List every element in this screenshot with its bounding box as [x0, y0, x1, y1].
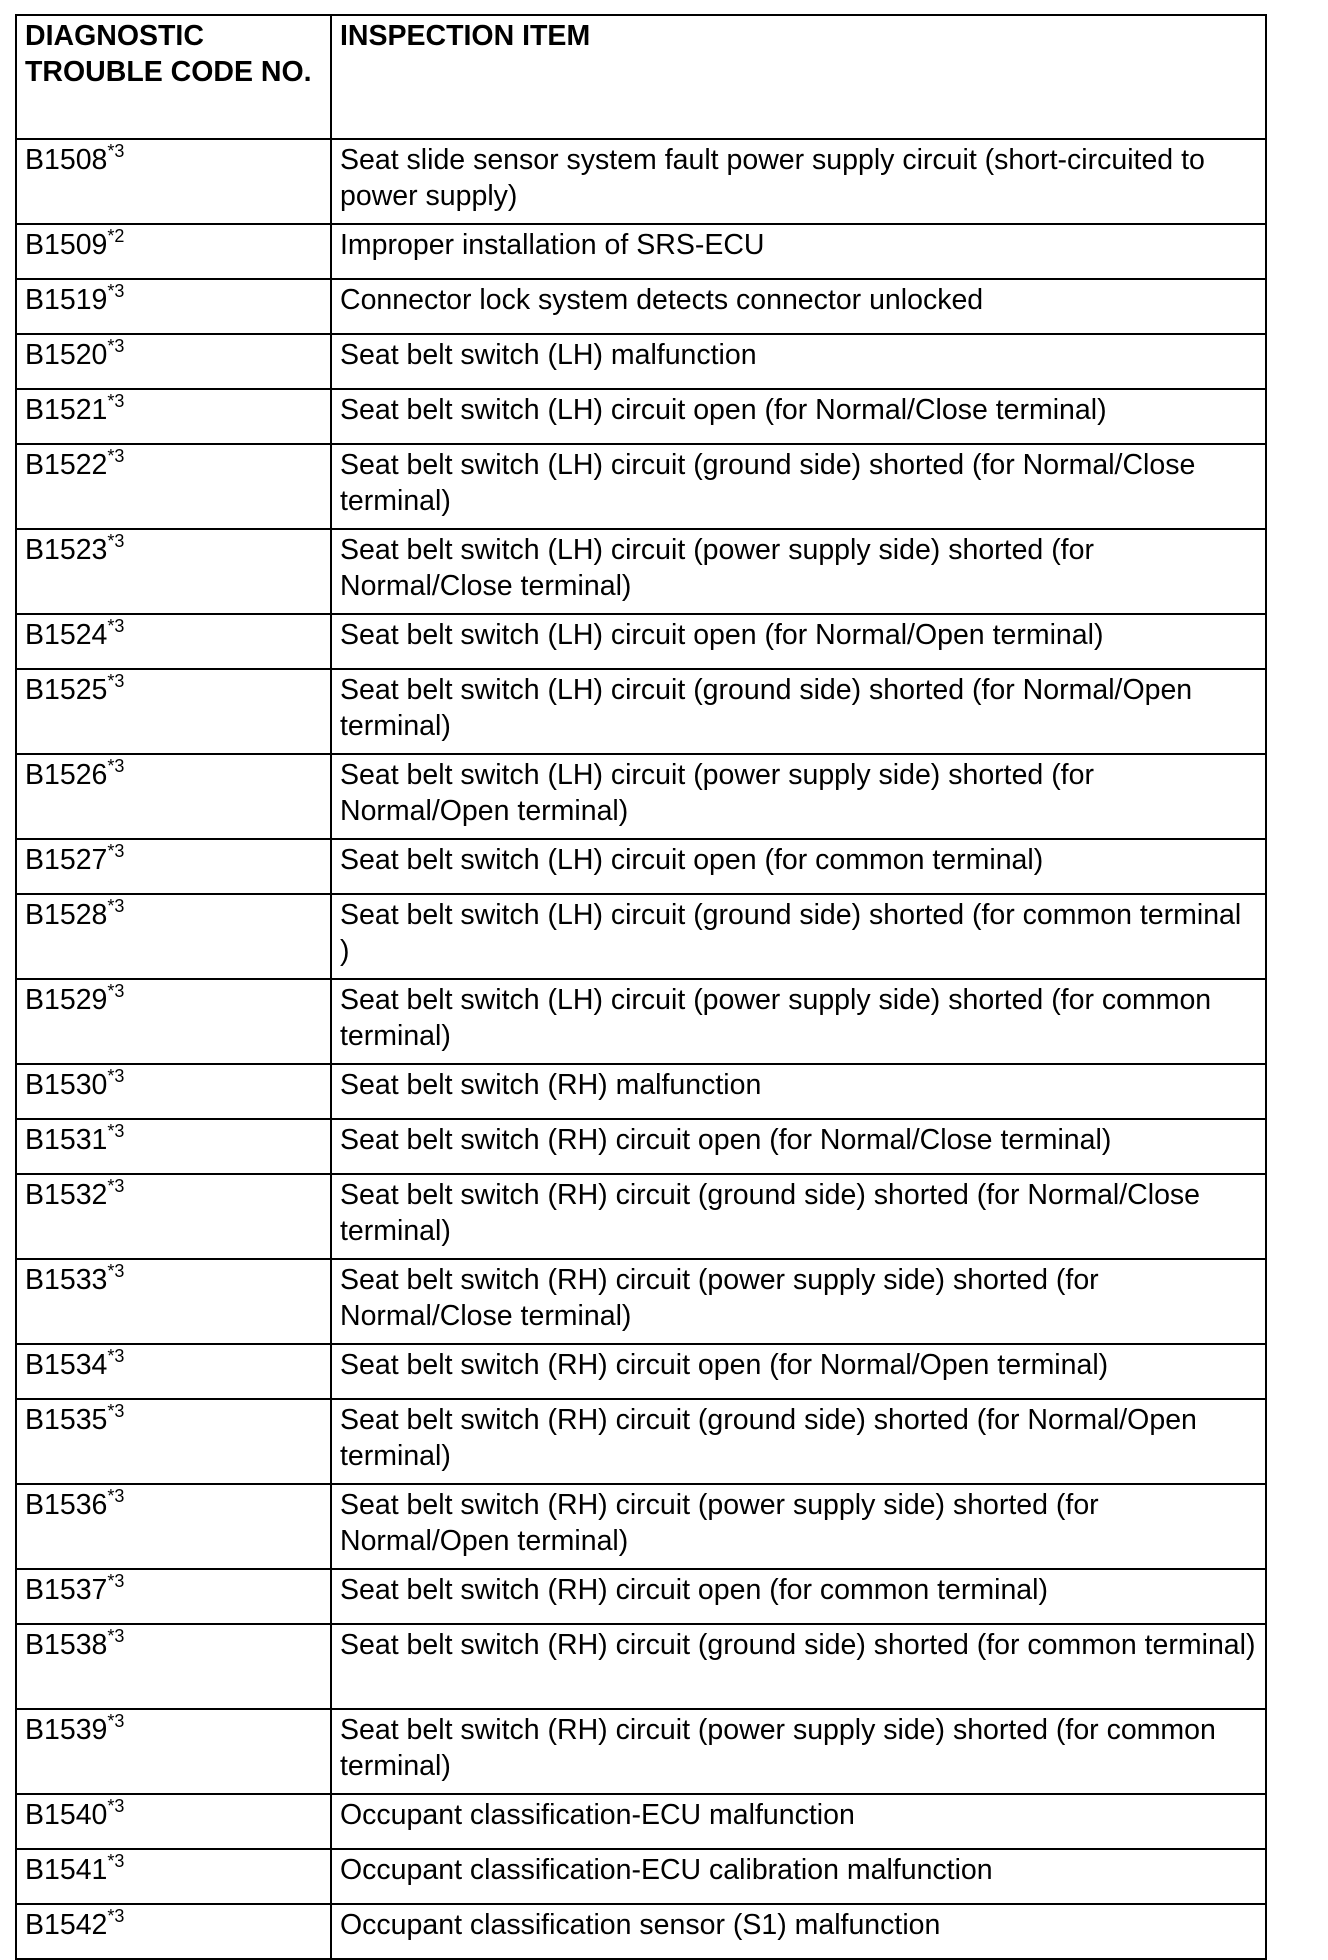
dtc-code: B1525	[25, 674, 108, 706]
dtc-code-cell	[16, 669, 331, 754]
inspection-item-cell: Connector lock system detects connector unlocked	[331, 279, 1266, 334]
inspection-item-cell: Seat belt switch (LH) circuit (power supply side) shorted (for Normal/Open terminal)	[331, 754, 1266, 839]
table-row	[16, 444, 1266, 529]
footnote-mark: *3	[107, 1905, 125, 1926]
footnote-mark: *3	[107, 1400, 125, 1421]
footnote-mark: *3	[107, 1485, 125, 1506]
table-body	[16, 139, 1266, 1959]
table-row	[16, 839, 1266, 894]
table-row	[16, 1399, 1266, 1484]
dtc-code-cell	[16, 224, 331, 279]
footnote-mark: *3	[107, 1260, 125, 1281]
dtc-code-cell	[16, 139, 331, 224]
inspection-item-cell: Seat belt switch (RH) circuit (ground side) shorted (for Normal/Open terminal)	[331, 1399, 1266, 1484]
dtc-code-cell	[16, 1484, 331, 1569]
dtc-code: B1509	[25, 229, 108, 261]
table-row	[16, 894, 1266, 979]
table-row	[16, 224, 1266, 279]
inspection-item-cell: Seat belt switch (RH) malfunction	[331, 1064, 1266, 1119]
inspection-item-cell: Seat belt switch (RH) circuit open (for common terminal)	[331, 1569, 1266, 1624]
dtc-code-cell	[16, 754, 331, 839]
dtc-code: B1531	[25, 1124, 108, 1156]
inspection-item-cell: Seat belt switch (LH) circuit (power supply side) shorted (for common terminal)	[331, 979, 1266, 1064]
dtc-code-cell	[16, 839, 331, 894]
footnote-mark: *3	[107, 840, 125, 861]
dtc-code: B1522	[25, 449, 108, 481]
dtc-code: B1536	[25, 1489, 108, 1521]
inspection-item-cell: Seat belt switch (RH) circuit (power supply side) shorted (for Normal/Open terminal)	[331, 1484, 1266, 1569]
dtc-code-cell	[16, 1174, 331, 1259]
table-row	[16, 1794, 1266, 1849]
inspection-item-cell: Seat belt switch (RH) circuit open (for Normal/Close terminal)	[331, 1119, 1266, 1174]
table-row	[16, 1904, 1266, 1959]
dtc-code: B1530	[25, 1069, 108, 1101]
footnote-mark: *2	[107, 225, 125, 246]
footnote-mark: *3	[107, 1710, 125, 1731]
table-row	[16, 389, 1266, 444]
table-row	[16, 1119, 1266, 1174]
dtc-code: B1542	[25, 1909, 108, 1941]
inspection-item-cell: Seat belt switch (LH) malfunction	[331, 334, 1266, 389]
dtc-code: B1526	[25, 759, 108, 791]
inspection-item-cell: Occupant classification-ECU calibration malfunction	[331, 1849, 1266, 1904]
table-row	[16, 279, 1266, 334]
table-row	[16, 529, 1266, 614]
inspection-item-cell: Seat belt switch (LH) circuit open (for common terminal)	[331, 839, 1266, 894]
header-dtc-no: DIAGNOSTIC TROUBLE CODE NO.	[16, 15, 331, 139]
table-row	[16, 1849, 1266, 1904]
table-row	[16, 139, 1266, 224]
table-row	[16, 334, 1266, 389]
dtc-code-cell	[16, 1344, 331, 1399]
inspection-item-cell: Occupant classification-ECU malfunction	[331, 1794, 1266, 1849]
inspection-item-cell: Occupant classification sensor (S1) malfunction	[331, 1904, 1266, 1959]
dtc-code: B1521	[25, 394, 108, 426]
inspection-item-cell: Seat belt switch (LH) circuit (ground side) shorted (for Normal/Open terminal)	[331, 669, 1266, 754]
dtc-code-cell	[16, 444, 331, 529]
footnote-mark: *3	[107, 1175, 125, 1196]
inspection-item-cell: Seat belt switch (RH) circuit (ground side) shorted (for common terminal)	[331, 1624, 1266, 1709]
dtc-code-cell	[16, 389, 331, 444]
table-header-row	[16, 15, 1266, 139]
dtc-code: B1528	[25, 899, 108, 931]
dtc-code-cell	[16, 1119, 331, 1174]
table-row	[16, 1064, 1266, 1119]
table-row	[16, 1344, 1266, 1399]
dtc-code-cell	[16, 1064, 331, 1119]
dtc-code: B1529	[25, 984, 108, 1016]
dtc-code: B1537	[25, 1574, 108, 1606]
inspection-item-cell: Seat belt switch (RH) circuit (power supply side) shorted (for Normal/Close terminal)	[331, 1259, 1266, 1344]
footnote-mark: *3	[107, 140, 125, 161]
inspection-item-cell: Seat belt switch (LH) circuit (power supply side) shorted (for Normal/Close terminal)	[331, 529, 1266, 614]
inspection-item-cell: Seat belt switch (RH) circuit (ground side) shorted (for Normal/Close terminal)	[331, 1174, 1266, 1259]
footnote-mark: *3	[107, 1850, 125, 1871]
dtc-code: B1535	[25, 1404, 108, 1436]
dtc-code: B1532	[25, 1179, 108, 1211]
header-inspection-item: INSPECTION ITEM	[331, 15, 1266, 139]
dtc-code: B1527	[25, 844, 108, 876]
dtc-table	[15, 14, 1267, 1960]
footnote-mark: *3	[107, 335, 125, 356]
dtc-code: B1524	[25, 619, 108, 651]
dtc-code: B1538	[25, 1629, 108, 1661]
footnote-mark: *3	[107, 755, 125, 776]
table-row	[16, 1174, 1266, 1259]
footnote-mark: *3	[107, 280, 125, 301]
dtc-code-cell	[16, 1259, 331, 1344]
dtc-code: B1534	[25, 1349, 108, 1381]
footnote-mark: *3	[107, 615, 125, 636]
inspection-item-cell: Seat belt switch (LH) circuit open (for Normal/Open terminal)	[331, 614, 1266, 669]
dtc-code-cell	[16, 1709, 331, 1794]
dtc-code: B1540	[25, 1799, 108, 1831]
dtc-code-cell	[16, 279, 331, 334]
dtc-code-cell	[16, 1904, 331, 1959]
dtc-code: B1533	[25, 1264, 108, 1296]
table-row	[16, 979, 1266, 1064]
footnote-mark: *3	[107, 445, 125, 466]
footnote-mark: *3	[107, 670, 125, 691]
inspection-item-cell: Improper installation of SRS-ECU	[331, 224, 1266, 279]
table-row	[16, 614, 1266, 669]
footnote-mark: *3	[107, 895, 125, 916]
footnote-mark: *3	[107, 1120, 125, 1141]
dtc-code-cell	[16, 1624, 331, 1709]
dtc-code-cell	[16, 979, 331, 1064]
dtc-code: B1508	[25, 144, 108, 176]
dtc-code: B1523	[25, 534, 108, 566]
footnote-mark: *3	[107, 1065, 125, 1086]
table-row	[16, 1624, 1266, 1709]
dtc-code: B1539	[25, 1714, 108, 1746]
inspection-item-cell: Seat slide sensor system fault power supply circuit (short-circuited to power supply)	[331, 139, 1266, 224]
footnote-mark: *3	[107, 1345, 125, 1366]
dtc-code-cell	[16, 1399, 331, 1484]
inspection-item-cell: Seat belt switch (LH) circuit (ground side) shorted (for common terminal )	[331, 894, 1266, 979]
footnote-mark: *3	[107, 1795, 125, 1816]
dtc-code-cell	[16, 1569, 331, 1624]
table-row	[16, 1484, 1266, 1569]
table-row	[16, 754, 1266, 839]
dtc-code-cell	[16, 529, 331, 614]
footnote-mark: *3	[107, 1570, 125, 1591]
table-row	[16, 1709, 1266, 1794]
inspection-item-cell: Seat belt switch (LH) circuit open (for Normal/Close terminal)	[331, 389, 1266, 444]
dtc-code-cell	[16, 1794, 331, 1849]
inspection-item-cell: Seat belt switch (RH) circuit (power supply side) shorted (for common terminal)	[331, 1709, 1266, 1794]
dtc-code-cell	[16, 1849, 331, 1904]
footnote-mark: *3	[107, 1625, 125, 1646]
table-row	[16, 1259, 1266, 1344]
dtc-code-cell	[16, 614, 331, 669]
footnote-mark: *3	[107, 980, 125, 1001]
dtc-code-cell	[16, 334, 331, 389]
dtc-code-cell	[16, 894, 331, 979]
inspection-item-cell: Seat belt switch (LH) circuit (ground side) shorted (for Normal/Close terminal)	[331, 444, 1266, 529]
table-row	[16, 1569, 1266, 1624]
footnote-mark: *3	[107, 390, 125, 411]
footnote-mark: *3	[107, 530, 125, 551]
dtc-code: B1519	[25, 284, 108, 316]
dtc-code: B1520	[25, 339, 108, 371]
table-row	[16, 669, 1266, 754]
inspection-item-cell: Seat belt switch (RH) circuit open (for Normal/Open terminal)	[331, 1344, 1266, 1399]
dtc-code: B1541	[25, 1854, 108, 1886]
